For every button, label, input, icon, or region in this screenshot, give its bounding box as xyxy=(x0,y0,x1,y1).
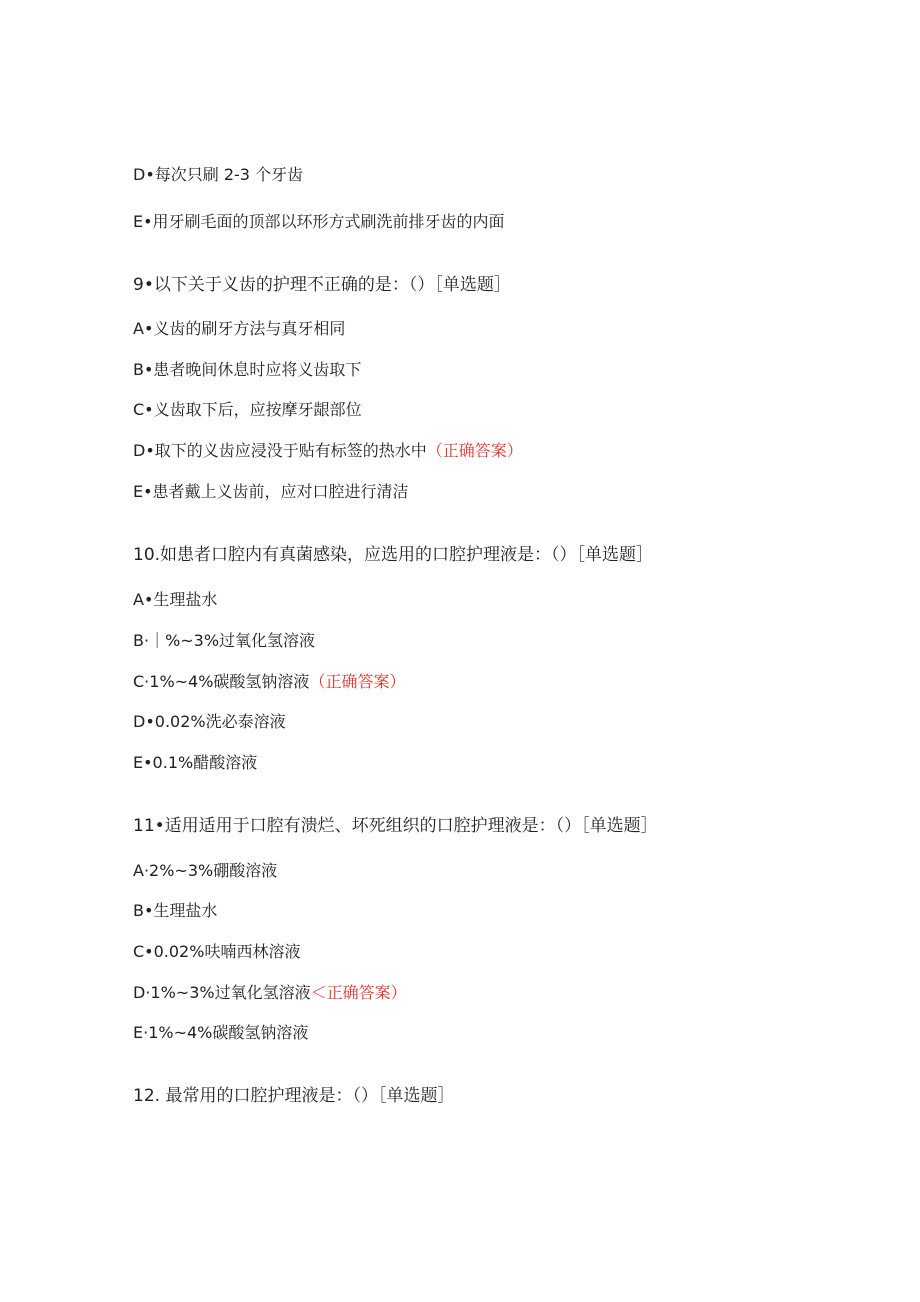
question-text: 9•以下关于义齿的护理不正确的是：（）［单选题］ xyxy=(133,275,511,295)
question-11 xyxy=(133,816,658,836)
option-d-q8 xyxy=(133,165,303,185)
option-c-q10 xyxy=(133,672,405,692)
option-c-q11 xyxy=(133,942,300,962)
option-text: C·1%~4%碳酸氢钠溶液 xyxy=(133,672,310,691)
question-9 xyxy=(133,275,511,295)
correct-answer-mark: （正确答案） xyxy=(426,441,523,460)
option-text: B•生理盐水 xyxy=(133,901,218,920)
option-b-q11 xyxy=(133,901,217,921)
option-text: D•0.02%洗必泰溶液 xyxy=(133,712,286,731)
option-text: B•患者晚间休息时应将义齿取下 xyxy=(133,360,362,379)
option-text: A•生理盐水 xyxy=(133,590,218,609)
option-text: D•取下的义齿应浸没于贴有标签的热水中 xyxy=(133,441,427,460)
option-e-q11 xyxy=(133,1023,308,1043)
option-d-q11 xyxy=(133,983,407,1003)
option-a-q11 xyxy=(133,861,277,881)
question-text: 12. 最常用的口腔护理液是：（）［单选题］ xyxy=(133,1086,455,1106)
option-e-q9 xyxy=(133,482,409,502)
option-text: E·1%~4%碳酸氢钠溶液 xyxy=(133,1023,309,1042)
option-a-q9 xyxy=(133,319,345,339)
question-text: 11•适用适用于口腔有溃烂、坏死组织的口腔护理液是：（）［单选题］ xyxy=(133,816,658,836)
option-text: E•0.1%醋酸溶液 xyxy=(133,753,258,772)
option-d-q9 xyxy=(133,441,523,461)
option-text: D·1%~3%过氧化氢溶液 xyxy=(133,983,311,1002)
option-text: A·2%~3%硼酸溶液 xyxy=(133,861,278,880)
option-text: C•0.02%呋喃西林溶液 xyxy=(133,942,301,961)
correct-answer-mark: （正确答案） xyxy=(309,672,406,691)
option-text: C•义齿取下后，应按摩牙龈部位 xyxy=(133,400,362,419)
option-c-q9 xyxy=(133,400,362,420)
option-b-q10 xyxy=(133,631,315,651)
option-text: A•义齿的刷牙方法与真牙相同 xyxy=(133,319,346,338)
option-b-q9 xyxy=(133,360,361,380)
option-d-q10 xyxy=(133,712,286,732)
option-e-q10 xyxy=(133,753,257,773)
option-e-q8 xyxy=(133,212,505,232)
option-text: D•每次只刷 2-3 个牙齿 xyxy=(133,165,304,184)
option-text: B·｜%~3%过氧化氢溶液 xyxy=(133,631,316,650)
correct-answer-mark: ＜正确答案） xyxy=(310,983,407,1002)
question-10 xyxy=(133,545,653,565)
option-a-q10 xyxy=(133,590,217,610)
question-12 xyxy=(133,1086,454,1106)
question-text: 10.如患者口腔内有真菌感染，应选用的口腔护理液是：（）［单选题］ xyxy=(133,545,654,565)
option-text: E•用牙刷毛面的顶部以环形方式刷洗前排牙齿的内面 xyxy=(133,212,505,231)
option-text: E•患者戴上义齿前，应对口腔进行清洁 xyxy=(133,482,409,501)
